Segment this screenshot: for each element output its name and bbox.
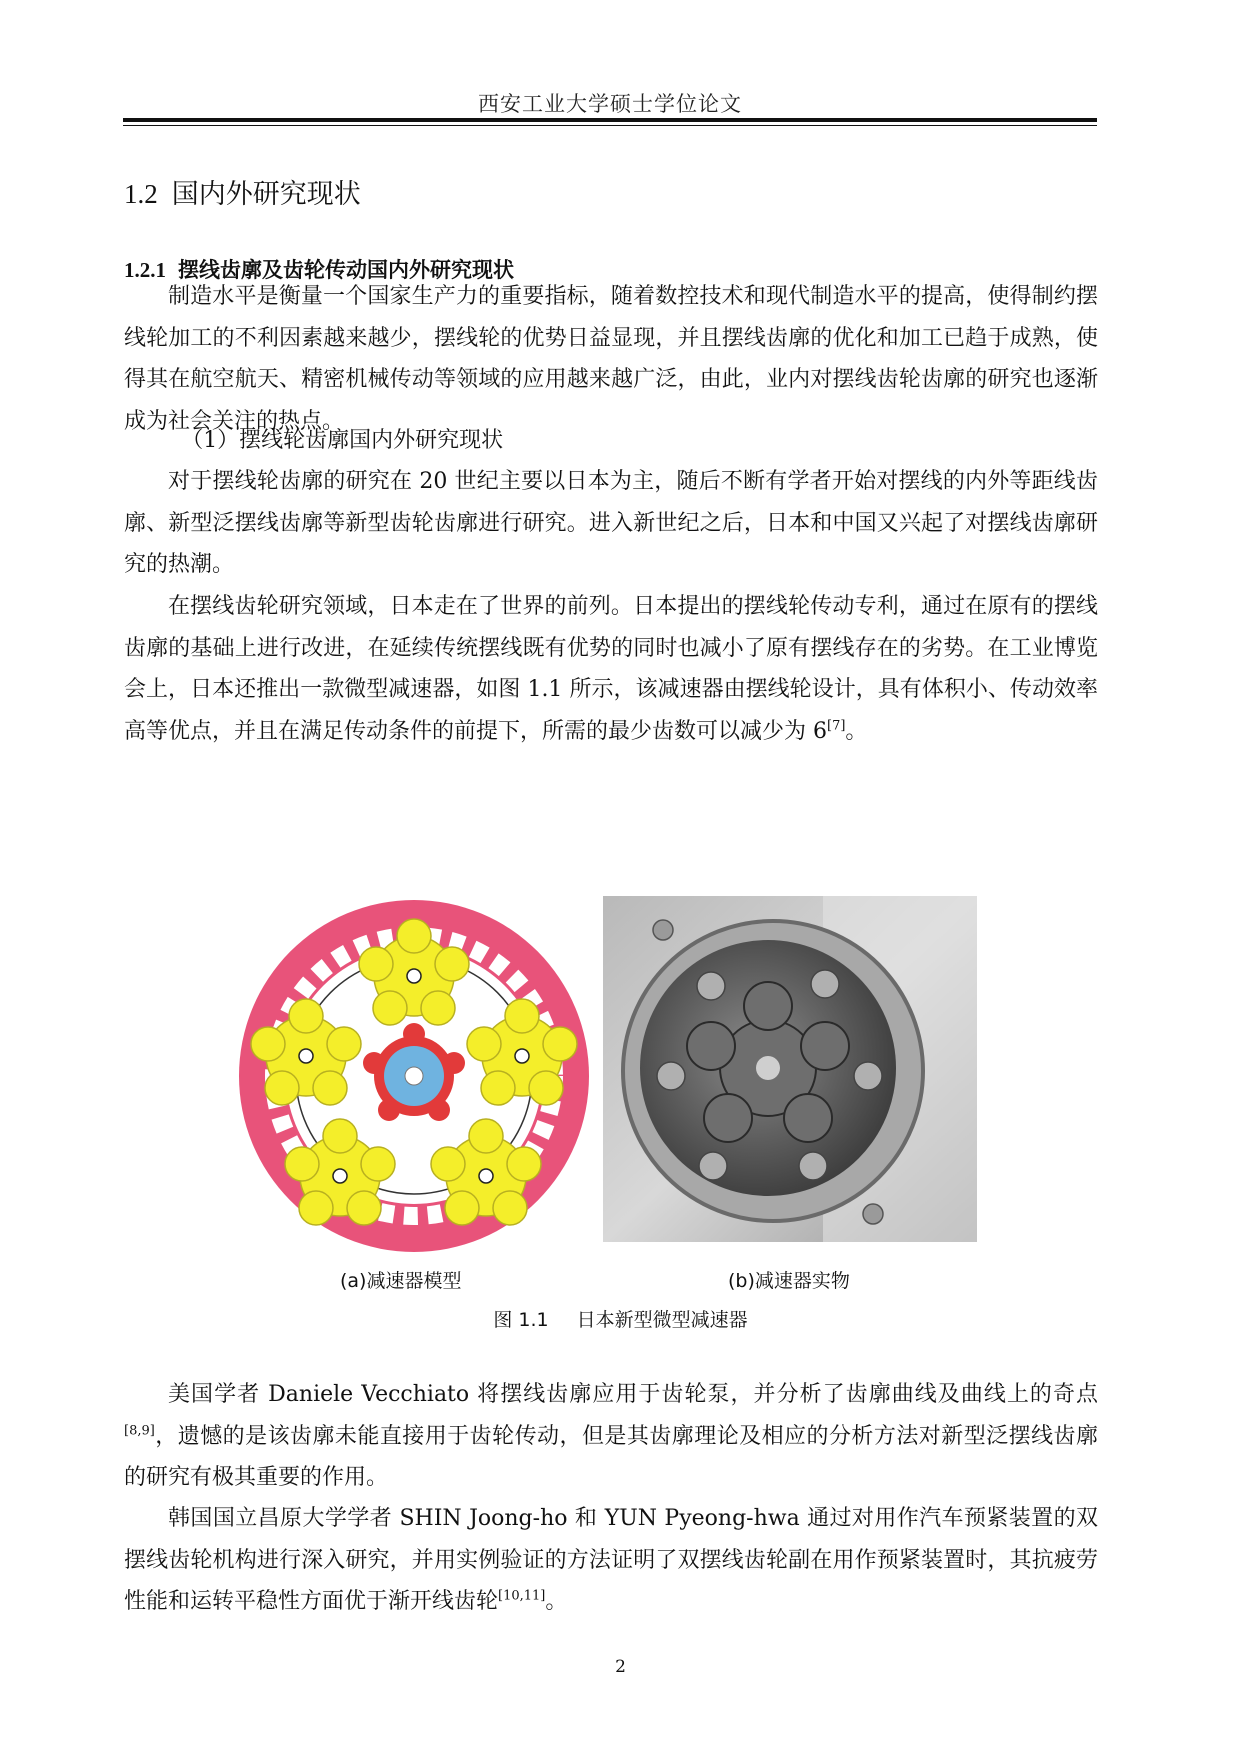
paragraph-5 [124, 1498, 1098, 1623]
subfigure-a-caption: (a)减速器模型 [340, 1270, 462, 1292]
citation: [8,9] [124, 1423, 155, 1439]
paragraph-1: 制造水平是衡量一个国家生产力的重要指标，随着数控技术和现代制造水平的提高，使得制约摆线轮加工的不利因素越来越少，摆线轮的优势日益显现，并且摆线齿廓的优化和加工已趋于成熟，使得其在航空航天、精密机械传动等领域的应用越来越广泛，由此，业内对摆线齿轮齿廓的研究也逐渐成为社会关注的热点。 [124, 284, 1098, 434]
subsection-title: 摆线齿廓及齿轮传动国内外研究现状 [178, 257, 514, 282]
section-heading [124, 172, 361, 211]
figure-title: 日本新型微型减速器 [576, 1309, 748, 1331]
paragraph-5-end: 。 [545, 1589, 568, 1614]
paragraph-5-text: 韩国国立昌原大学学者 SHIN Joong-ho 和 YUN Pyeong-hwa 通过对用作汽车预紧装置的双摆线齿轮机构进行深入研究，并用实例验证的方法证明了双摆线齿轮副在用作预紧装置时，其抗疲劳性能和运转平稳性方面优于渐开线齿轮 [124, 1506, 1098, 1614]
header-rule-thick [123, 118, 1097, 122]
citation: [7] [827, 718, 846, 734]
paragraph-3 [124, 586, 1098, 752]
figure-caption [0, 1305, 1241, 1332]
paragraph-2: 对于摆线轮齿廓的研究在 20 世纪主要以日本为主，随后不断有学者开始对摆线的内外等距线齿廓、新型泛摆线齿廓等新型齿轮齿廓进行研究。进入新世纪之后，日本和中国又兴起了对摆线齿廓研究的热潮。 [124, 469, 1098, 577]
paragraph-3-text: 在摆线齿轮研究领域，日本走在了世界的前列。日本提出的摆线轮传动专利，通过在原有的摆线齿廓的基础上进行改进，在延续传统摆线既有优势的同时也减小了原有摆线存在的劣势。在工业博览会上，日本还推出一款微型减速器，如图 1.1 所示，该减速器由摆线轮设计，具有体积小、传动效率高等优点，并且在满足传动条件的前提下，所需的最少齿数可以减少为 6 [124, 594, 1098, 744]
reducer-physical-photo [603, 896, 977, 1242]
subfigure-b-caption: (b)减速器实物 [728, 1270, 850, 1292]
section-title: 国内外研究现状 [171, 179, 361, 210]
paragraph-4-text-a: 美国学者 Daniele Vecchiato 将摆线齿廓应用于齿轮泵，并分析了齿廓曲线及曲线上的奇点 [168, 1382, 1098, 1407]
running-head: 西安工业大学硕士学位论文 [478, 92, 742, 116]
paragraph-4 [124, 1374, 1098, 1499]
list-item-heading: （1）摆线轮齿廓国内外研究现状 [181, 428, 504, 453]
citation: [10,11] [498, 1588, 546, 1604]
header-rule-thin [123, 125, 1097, 126]
page-number: 2 [615, 1657, 626, 1677]
reducer-model-image [236, 896, 598, 1260]
figure-label: 图 1.1 [493, 1309, 549, 1331]
subsection-number: 1.2.1 [124, 258, 166, 282]
paragraph-4-text-b: ，遗憾的是该齿廓未能直接用于齿轮传动，但是其齿廓理论及相应的分析方法对新型泛摆线齿廓的研究有极其重要的作用。 [124, 1423, 1098, 1490]
paragraph-3-end: 。 [845, 718, 868, 744]
section-number: 1.2 [124, 179, 158, 209]
